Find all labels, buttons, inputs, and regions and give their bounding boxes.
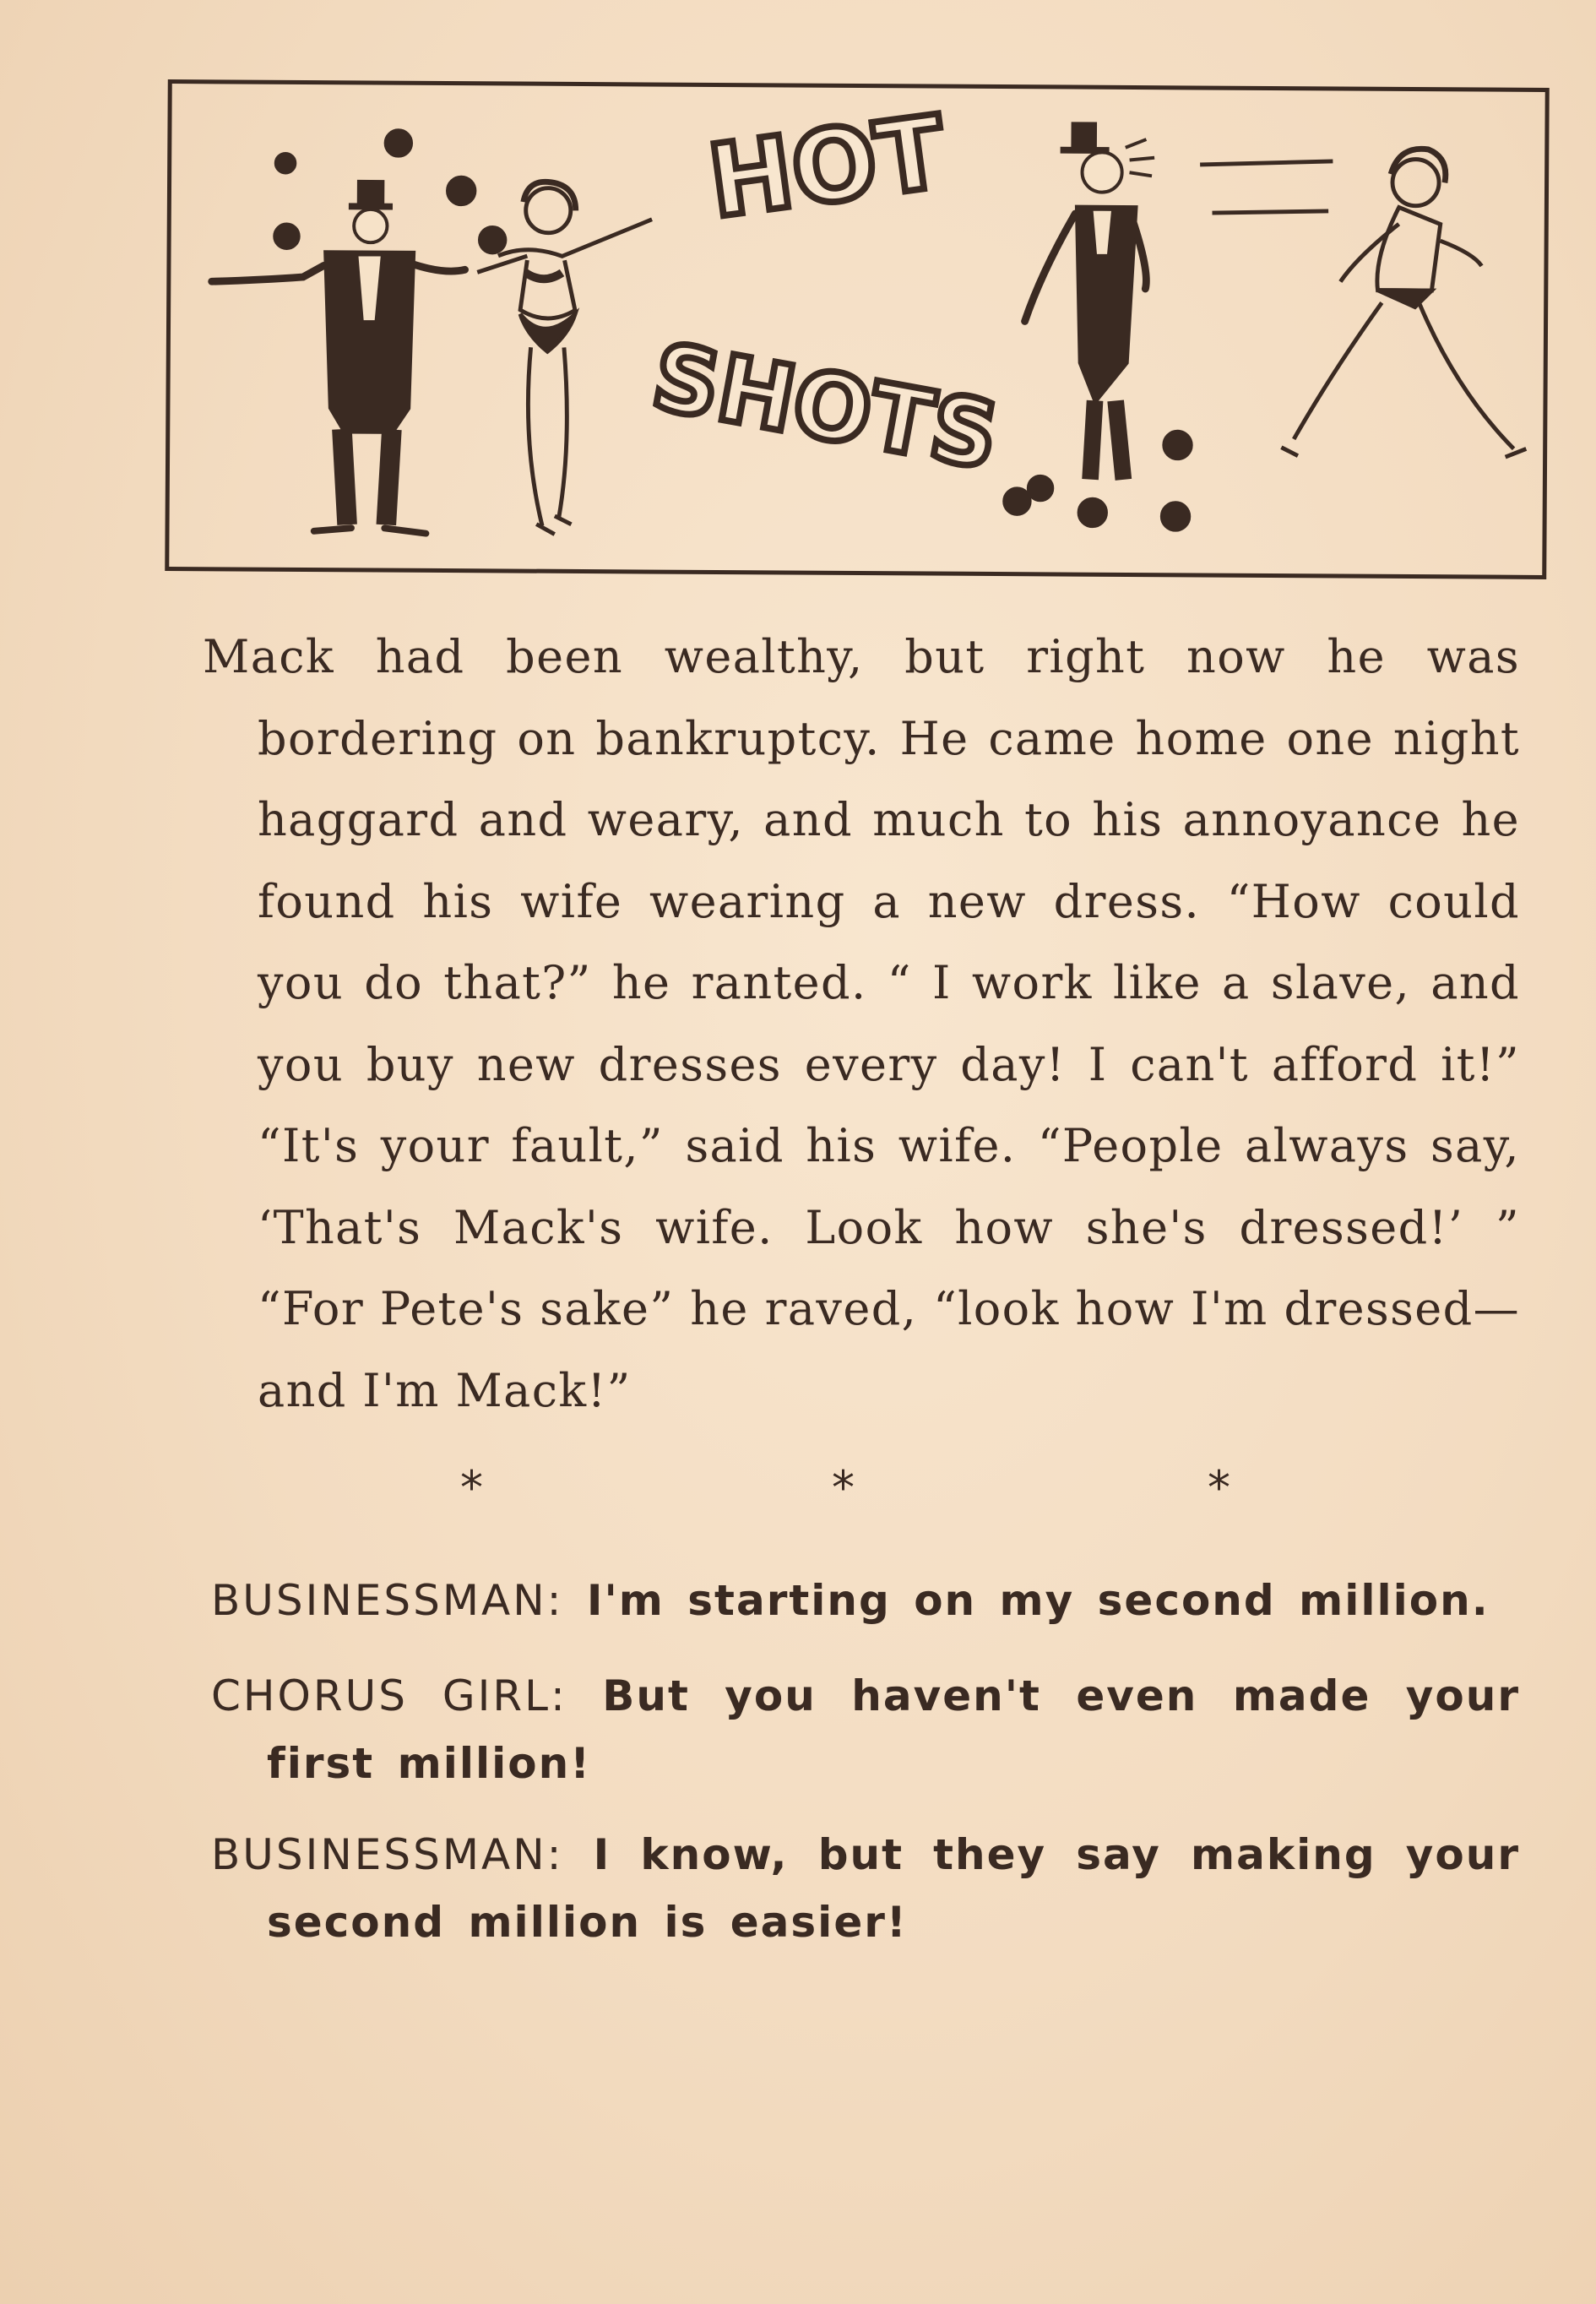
- dialogue-line: [211, 1567, 1520, 1634]
- hot-shots-title: [644, 92, 1007, 490]
- hot-shots-banner: [165, 79, 1550, 579]
- top-hat: [357, 180, 384, 205]
- dialogue-text: I'm starting on my second million.: [586, 1576, 1490, 1625]
- title-shots: SHOTS: [644, 323, 1007, 491]
- juggler-figure: [210, 128, 508, 534]
- dialogue-line: [211, 1662, 1520, 1797]
- speaker-label: CHORUS GIRL:: [211, 1671, 567, 1720]
- banner-illustration: [169, 84, 1544, 575]
- juggling-ball: [478, 226, 507, 254]
- speaker-label: BUSINESSMAN:: [211, 1830, 564, 1879]
- separator-star: *: [460, 1461, 483, 1514]
- juggling-ball: [384, 129, 413, 158]
- dialogue-text: But you haven't even made your first million!: [267, 1671, 1520, 1788]
- juggling-ball: [446, 176, 476, 206]
- running-girl-figure: [1281, 148, 1528, 457]
- section-separator: [0, 1461, 1596, 1512]
- juggling-ball: [274, 223, 301, 250]
- speed-lines: [1200, 160, 1333, 214]
- juggling-ball: [274, 152, 296, 174]
- dialogue-line: [211, 1821, 1520, 1956]
- separator-star: *: [1208, 1461, 1230, 1514]
- startled-man-figure: [1003, 122, 1195, 531]
- separator-star: *: [832, 1461, 855, 1514]
- dialogue-text: I know, but they say making your second million is easier!: [267, 1830, 1520, 1947]
- title-hot: HOT: [702, 94, 952, 241]
- story-paragraph: Mack had been wealthy, but right now he was bordering on bankruptcy. He came home one night haggard and weary, and much to his annoyance he found his wife wearing a new dress. “How could you do that?” he ranted. “ I work like a slave, and you buy new dresses every day! I can't afford it!” “It's your fault,” said his wife. “People always say, ‘That's Mack's wife. Look how she's dressed!’ ” “For Pete's sake” he raved, “look how I'm dressed—and I'm Mack!”: [203, 630, 1520, 1417]
- speaker-label: BUSINESSMAN:: [211, 1576, 564, 1625]
